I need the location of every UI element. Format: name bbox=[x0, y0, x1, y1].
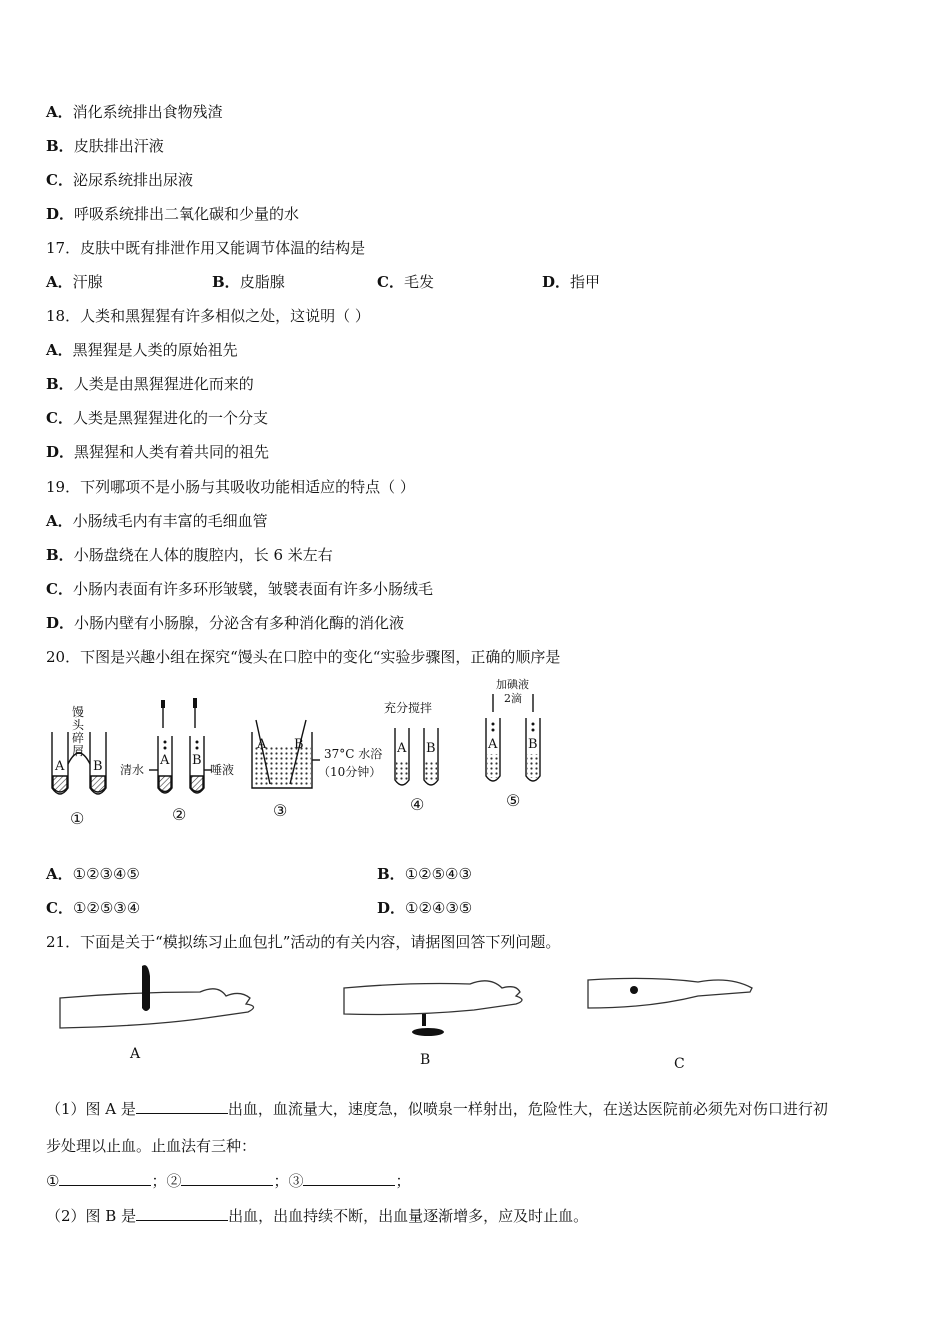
fig-label-a: A bbox=[130, 1046, 141, 1062]
step-num-3: ③ bbox=[273, 801, 288, 820]
arm-b bbox=[344, 981, 522, 1015]
q16-option-a bbox=[46, 102, 223, 122]
option-letter: C． bbox=[46, 409, 73, 427]
option-text: 黑猩猩是人类的原始祖先 bbox=[72, 341, 238, 359]
option-text: 皮肤排出汗液 bbox=[73, 137, 164, 155]
q18-stem: 18．人类和黑猩猩有许多相似之处，这说明（ ） bbox=[46, 307, 370, 325]
mantou-label: 馒头碎屑 bbox=[72, 705, 85, 758]
tube-label-a-4: A bbox=[397, 741, 407, 756]
tube-label-b-5: B bbox=[528, 737, 538, 752]
q21-part1-cont: 步处理以止血。止血法有三种： bbox=[46, 1137, 257, 1155]
iodine-label-1: 加碘液 bbox=[496, 678, 529, 691]
q20-option-a bbox=[46, 864, 140, 884]
q18-option-c bbox=[46, 408, 268, 428]
iodine-label-2: 2滴 bbox=[504, 692, 522, 705]
option-text: 呼吸系统排出二氧化碳和少量的水 bbox=[74, 205, 300, 223]
answer-blank-method-1[interactable] bbox=[59, 1171, 151, 1186]
step4-tubes bbox=[395, 728, 438, 785]
option-text: 毛发 bbox=[403, 273, 434, 291]
q18-option-d bbox=[46, 442, 269, 462]
q19-option-d bbox=[46, 613, 404, 633]
q16-option-c bbox=[46, 170, 193, 190]
q21-part1-pre: （1）图 A 是 bbox=[46, 1100, 136, 1118]
option-text: 消化系统排出食物残渣 bbox=[72, 103, 223, 121]
q21-part1-post: 出血，血流量大，速度急，似喷泉一样射出，危险性大，在送达医院前必须先对伤口进行初 bbox=[227, 1100, 828, 1118]
q18-option-b bbox=[46, 374, 254, 394]
option-letter: A． bbox=[46, 273, 73, 291]
q17-option-d bbox=[542, 272, 600, 292]
tube-label-b-2: B bbox=[192, 753, 202, 768]
q19-option-a bbox=[46, 511, 268, 531]
option-text: 小肠内表面有许多环形皱襞，皱襞表面有许多小肠绒毛 bbox=[72, 580, 433, 598]
option-letter: C． bbox=[46, 899, 73, 917]
option-letter: D． bbox=[377, 899, 406, 917]
option-text: 指甲 bbox=[570, 273, 601, 291]
q19-option-b bbox=[46, 545, 333, 565]
q17-option-c bbox=[377, 272, 434, 292]
step-num-2: ② bbox=[172, 805, 187, 824]
q21-methods bbox=[46, 1171, 411, 1191]
option-letter: D． bbox=[46, 443, 75, 461]
option-text: 人类是黑猩猩进化的一个分支 bbox=[72, 409, 268, 427]
option-letter: A． bbox=[46, 341, 73, 359]
answer-blank-bleed-type-b[interactable] bbox=[136, 1206, 228, 1221]
option-text: 小肠绒毛内有丰富的毛细血管 bbox=[72, 512, 268, 530]
q21-part2 bbox=[46, 1206, 588, 1226]
q20-experiment-figure bbox=[44, 676, 564, 836]
method-marker-1: ① bbox=[46, 1172, 60, 1190]
option-text: 人类是由黑猩猩进化而来的 bbox=[73, 375, 254, 393]
q17-stem: 17．皮肤中既有排泄作用又能调节体温的结构是 bbox=[46, 239, 366, 257]
option-letter: C． bbox=[46, 580, 73, 598]
option-text: ①②⑤④③ bbox=[404, 865, 472, 883]
tube-label-a-5: A bbox=[488, 737, 498, 752]
arm-a bbox=[60, 989, 254, 1028]
option-letter: B． bbox=[46, 546, 74, 564]
option-letter: D． bbox=[46, 205, 75, 223]
tube-label-a-1: A bbox=[55, 759, 65, 774]
q21-part2-pre: （2）图 B 是 bbox=[46, 1207, 137, 1225]
option-text: 小肠内壁有小肠腺，分泌含有多种消化酶的消化液 bbox=[74, 614, 405, 632]
water-label: 清水 bbox=[120, 763, 145, 777]
q16-option-b bbox=[46, 136, 164, 156]
option-text: ①②③④⑤ bbox=[72, 865, 140, 883]
step-num-4: ④ bbox=[410, 795, 425, 814]
q20-option-c bbox=[46, 898, 140, 918]
option-text: 泌尿系统排出尿液 bbox=[72, 171, 193, 189]
answer-blank-bleed-type-a[interactable] bbox=[136, 1099, 228, 1114]
spurting-blood-a bbox=[142, 965, 150, 1011]
step3-water-bath bbox=[252, 720, 320, 788]
method-marker-2: ；② bbox=[151, 1172, 182, 1190]
tube-label-b-1: B bbox=[93, 759, 103, 774]
option-letter: A． bbox=[46, 512, 73, 530]
q19-stem: 19．下列哪项不是小肠与其吸收功能相适应的特点（ ） bbox=[46, 478, 415, 496]
q20-option-b bbox=[377, 864, 472, 884]
q17-option-a bbox=[46, 272, 103, 292]
q21-part1 bbox=[46, 1099, 828, 1119]
option-letter: B． bbox=[377, 865, 405, 883]
answer-blank-method-2[interactable] bbox=[181, 1171, 273, 1186]
option-letter: C． bbox=[46, 171, 73, 189]
step-num-5: ⑤ bbox=[506, 791, 521, 810]
option-text: 小肠盘绕在人体的腹腔内，长 6 米左右 bbox=[73, 546, 333, 564]
option-text: ①②⑤③④ bbox=[72, 899, 141, 917]
q18-option-a bbox=[46, 340, 238, 360]
arm-c bbox=[588, 978, 752, 1008]
q19-option-c bbox=[46, 579, 433, 599]
step2-tubes bbox=[149, 706, 212, 793]
blood-pool-b bbox=[412, 1028, 444, 1036]
bath-label-2: （10分钟） bbox=[318, 765, 382, 779]
saliva-label: 唾液 bbox=[210, 763, 235, 777]
q20-stem: 20．下图是兴趣小组在探究“馒头在口腔中的变化“实验步骤图，正确的顺序是 bbox=[46, 648, 561, 666]
method-end: ； bbox=[395, 1172, 411, 1190]
option-letter: B． bbox=[46, 375, 74, 393]
tube-label-a-3: A bbox=[257, 737, 267, 752]
option-text: 皮脂腺 bbox=[239, 273, 285, 291]
fig-label-b: B bbox=[420, 1052, 431, 1068]
answer-blank-method-3[interactable] bbox=[303, 1171, 395, 1186]
option-text: 汗腺 bbox=[72, 273, 103, 291]
option-letter: B． bbox=[46, 137, 74, 155]
step-num-1: ① bbox=[70, 809, 85, 828]
option-letter: A． bbox=[46, 865, 73, 883]
option-letter: B． bbox=[212, 273, 240, 291]
q21-part2-post: 出血，出血持续不断，出血量逐渐增多，应及时止血。 bbox=[228, 1207, 589, 1225]
q17-option-b bbox=[212, 272, 285, 292]
wound-c bbox=[630, 986, 638, 994]
q16-option-d bbox=[46, 204, 299, 224]
q20-option-d bbox=[377, 898, 472, 918]
option-letter: D． bbox=[542, 273, 571, 291]
blood-drip-b bbox=[422, 1014, 426, 1026]
tube-label-b-4: B bbox=[426, 741, 436, 756]
option-text: 黑猩猩和人类有着共同的祖先 bbox=[74, 443, 270, 461]
tube-label-b-3: B bbox=[294, 737, 304, 752]
option-text: ①②④③⑤ bbox=[405, 899, 473, 917]
option-letter: C． bbox=[377, 273, 404, 291]
q21-stem: 21．下面是关于“模拟练习止血包扎”活动的有关内容，请据图回答下列问题。 bbox=[46, 933, 561, 951]
fig-label-c: C bbox=[674, 1056, 685, 1072]
option-letter: A． bbox=[46, 103, 73, 121]
bath-label-1: 37°C 水浴 bbox=[324, 747, 383, 761]
q21-arm-figure bbox=[50, 962, 770, 1074]
tube-label-a-2: A bbox=[160, 753, 170, 768]
option-letter: D． bbox=[46, 614, 75, 632]
method-marker-3: ；③ bbox=[273, 1172, 304, 1190]
stir-label: 充分搅拌 bbox=[384, 701, 433, 715]
